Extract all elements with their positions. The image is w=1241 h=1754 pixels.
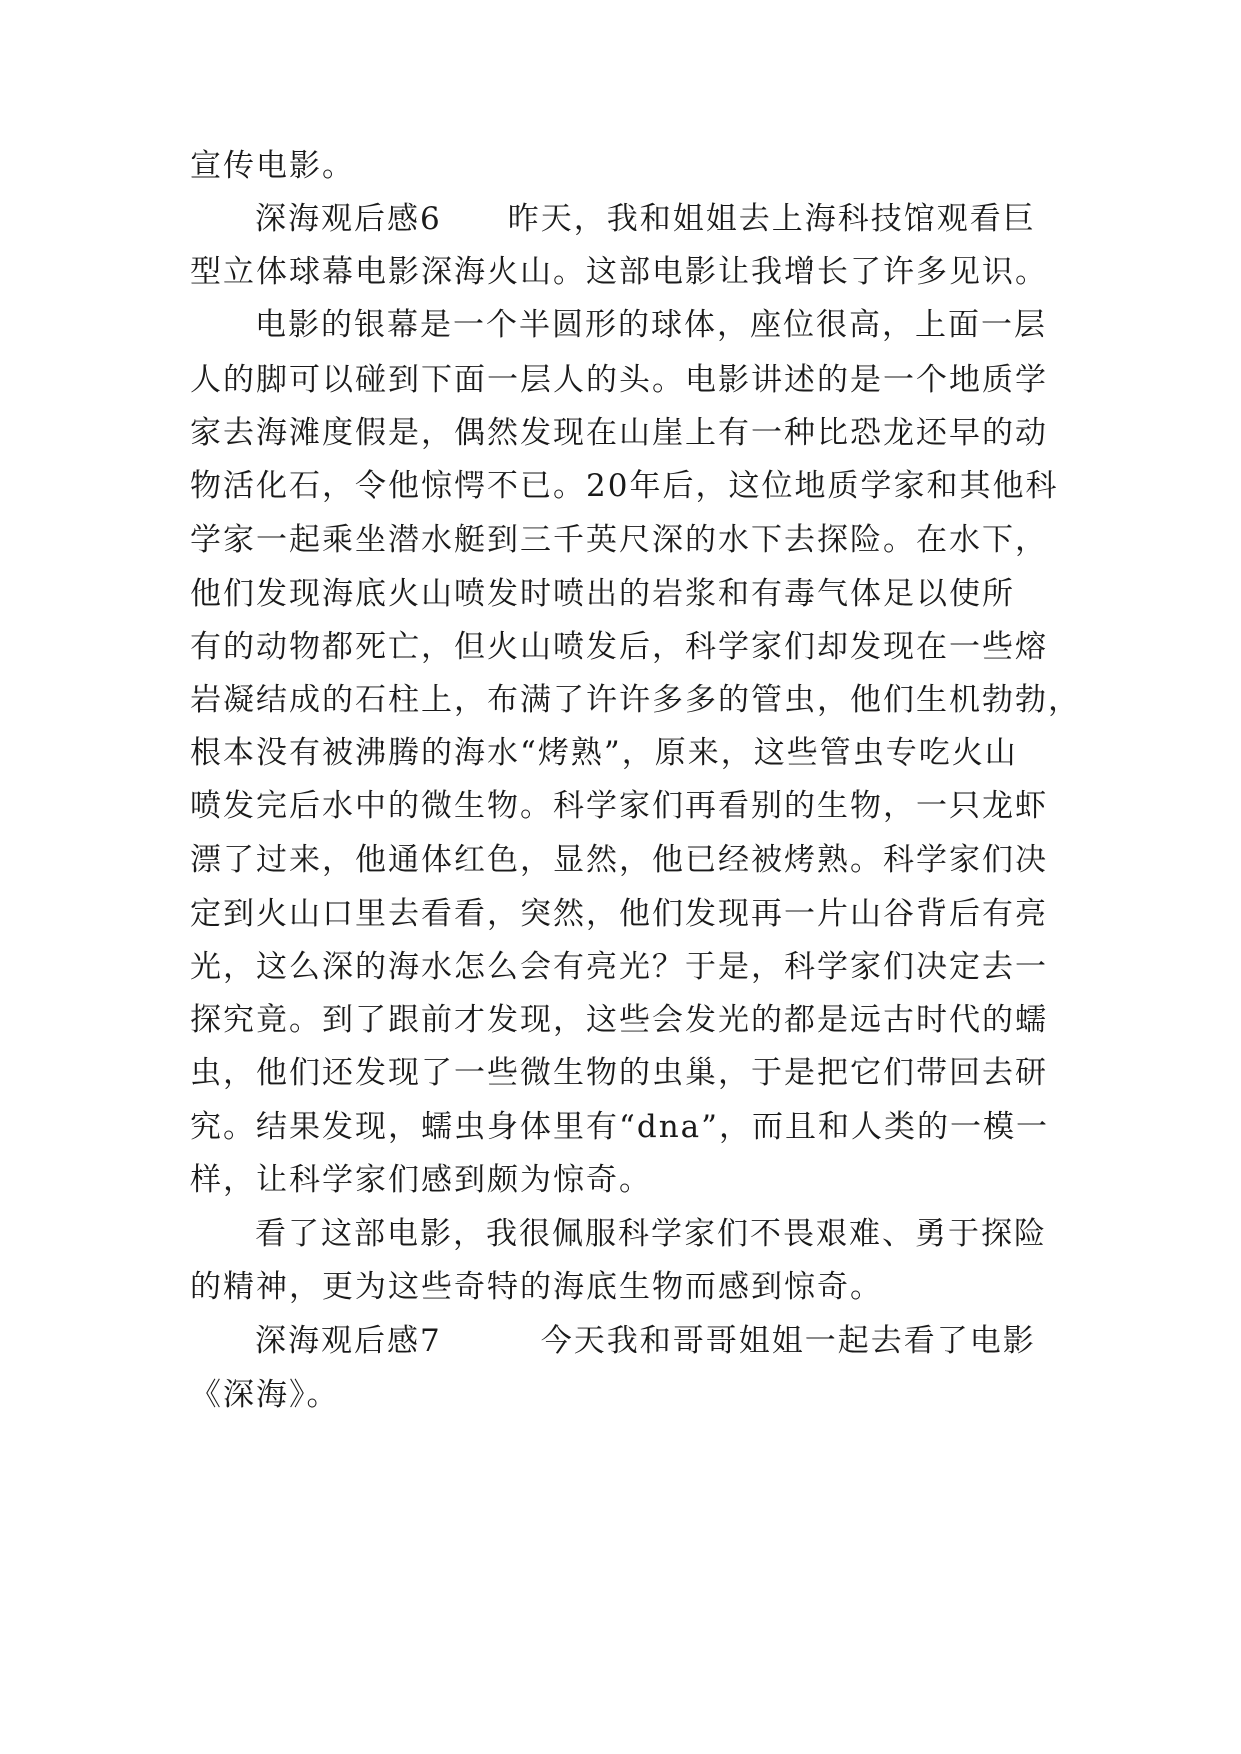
text-line: 电影的银幕是一个半圆形的球体，座位很高，上面一层 <box>255 307 1047 343</box>
text-line: 物活化石，令他惊愕不已。20年后，这位地质学家和其他科 <box>190 468 1059 504</box>
text-line: 型立体球幕电影深海火山。这部电影让我增长了许多见识。 <box>190 254 1048 290</box>
text-line: 样，让科学家们感到颇为惊奇。 <box>190 1162 652 1198</box>
text-line: 看了这部电影，我很佩服科学家们不畏艰难、勇于探险 <box>255 1216 1047 1252</box>
text-line: 他们发现海底火山喷发时喷出的岩浆和有毒气体足以使所 <box>190 576 1015 612</box>
text-line: 探究竟。到了跟前才发现，这些会发光的都是远古时代的蠕 <box>190 1002 1048 1038</box>
text-line: 定到火山口里去看看，突然，他们发现再一片山谷背后有亮 <box>190 896 1048 932</box>
text-line: 宣传电影。 <box>190 148 355 184</box>
text-line: 深海观后感7 今天我和哥哥姐姐一起去看了电影 <box>255 1323 1036 1359</box>
text-line: 漂了过来，他通体红色，显然，他已经被烤熟。科学家们决 <box>190 842 1048 878</box>
text-line: 根本没有被沸腾的海水“烤熟”，原来，这些管虫专吃火山 <box>190 735 1018 771</box>
text-line: 学家一起乘坐潜水艇到三千英尺深的水下去探险。在水下， <box>190 522 1048 558</box>
text-line: 的精神，更为这些奇特的海底生物而感到惊奇。 <box>190 1269 883 1305</box>
text-line: 深海观后感6 昨天，我和姐姐去上海科技馆观看巨 <box>255 201 1036 237</box>
text-line: 究。结果发现，蠕虫身体里有“dna”，而且和人类的一模一 <box>190 1109 1049 1145</box>
text-line: 岩凝结成的石柱上，布满了许许多多的管虫，他们生机勃勃， <box>190 682 1081 718</box>
text-line: 虫，他们还发现了一些微生物的虫巢，于是把它们带回去研 <box>190 1055 1048 1091</box>
text-line: 人的脚可以碰到下面一层人的头。电影讲述的是一个地质学 <box>190 362 1048 398</box>
text-line: 家去海滩度假是，偶然发现在山崖上有一种比恐龙还早的动 <box>190 415 1048 451</box>
text-line: 喷发完后水中的微生物。科学家们再看别的生物，一只龙虾 <box>190 788 1048 824</box>
text-line: 《深海》。 <box>190 1377 340 1413</box>
text-line: 有的动物都死亡，但火山喷发后，科学家们却发现在一些熔 <box>190 629 1048 665</box>
text-line: 光，这么深的海水怎么会有亮光？于是，科学家们决定去一 <box>190 949 1048 985</box>
